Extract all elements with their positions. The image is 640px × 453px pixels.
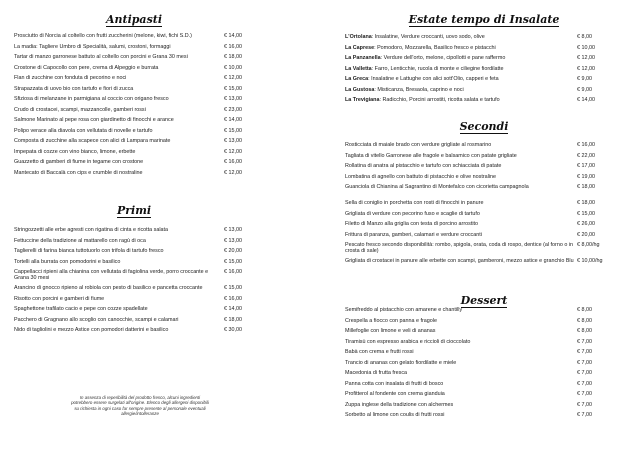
insalata-item — [345, 45, 623, 56]
insalata-item-name — [345, 66, 577, 72]
secondo-item-price: € 20,00 — [577, 231, 595, 238]
secondo-item-price: € 22,00 — [577, 152, 595, 159]
insalata-item-desc: : Farro, Lenticchie, rucola di monte e ciliegine fiordilatte — [371, 65, 504, 72]
dessert-item — [345, 402, 623, 413]
primi-item-name: Stringozzetti alle erbe agresti con rigatina di cinta e ricotta salata — [14, 227, 169, 233]
antipasti-item — [14, 33, 254, 44]
dessert-item — [345, 412, 623, 423]
insalata-item-price: € 14,00 — [577, 97, 595, 103]
dessert-item-price: € 8,00 — [577, 307, 592, 313]
primi-item — [14, 269, 254, 285]
dessert-item-name: Macedonia di frutta fresca — [345, 370, 408, 376]
secondo-item — [345, 163, 623, 174]
primi-item — [14, 306, 254, 317]
secondo-item-name: Grigliata di crostacei in panure alle erbette con scampi, gamberoni, mezzo astice e granchio Blu — [345, 258, 574, 264]
insalata-item-label: La Gustosa — [345, 86, 375, 93]
dessert-item — [345, 360, 623, 371]
secondo-item-price: € 18,00 — [577, 184, 595, 190]
antipasti-title: Antipasti — [105, 13, 163, 26]
dessert-item-name: Trancio di ananas con gelato fiordilatte e miele — [345, 359, 457, 366]
antipasti-item-name: Strapazzata di uovo bio con tartufo e fiori di zucca — [14, 85, 134, 92]
insalata-item — [345, 76, 623, 87]
allergen-note: In assenza di reperibilità del prodotto fresco, alcuni ingredienti potrebbero essere surgelati all'origine. Elenco degli allergeni disponibili su richiesta in ogni caso far sempre presente al personale eventuali allergie/intolleranze — [71, 395, 209, 417]
insalata-item — [345, 66, 623, 77]
insalata-item-price: € 9,00 — [577, 76, 592, 82]
insalata-item-desc: : Verdure dell'orto, melone, cipollotti e pane raffermo — [380, 55, 506, 61]
dessert-item-name: Crespella a fiocco con panna e fragole — [345, 317, 437, 324]
antipasti-item-name: Salmone Marinato al pepe rosa con giardinetto di finocchi e arance — [14, 117, 174, 123]
antipasti-item-price: € 14,00 — [224, 117, 242, 123]
dessert-item-name: Tiramisù con espresso arabica e riccioli di cioccolato — [345, 338, 471, 345]
insalata-item-name — [345, 55, 577, 61]
antipasti-item-price: € 12,00 — [224, 148, 242, 155]
antipasti-item — [14, 149, 254, 160]
primi-item-name: Cappellacci ripieni alla chianina con vellutata di fagiolina verde, porro croccante e Grana 30 mesi — [14, 269, 209, 281]
insalate-list — [345, 34, 623, 108]
dessert-title: Dessert — [460, 294, 508, 307]
dessert-list — [345, 307, 623, 423]
secondo-item-name: Lombatina di agnello con battuto di pistacchio e olive nostraline — [345, 173, 497, 180]
insalata-item-desc: : Insalatine e Lattughe con alici sott'Olio, capperi e feta — [368, 76, 499, 82]
primi-item-price: € 30,00 — [224, 327, 242, 333]
primi-item-price: € 16,00 — [224, 269, 242, 275]
secondo-item-name: Guanciola di Chianina al Sagrantino di Montefalco con cicorietta campagnola — [345, 184, 529, 190]
secondo-item — [345, 200, 623, 211]
insalata-item-desc: : Pomodoro, Mozzarella, Basilico fresco e pistacchi — [374, 44, 496, 51]
secondo-item — [345, 142, 623, 153]
secondo-item-price: € 19,00 — [577, 173, 595, 180]
primi-item-name: Arancino di gnocco ripieno al robiola con pesto di basilico e pancetta croccante — [14, 285, 203, 291]
secondo-item — [345, 258, 623, 274]
dessert-item-price: € 7,00 — [577, 349, 592, 355]
insalata-item-label: La Panzanella — [345, 55, 381, 61]
insalata-item-price: € 12,00 — [577, 65, 595, 72]
antipasti-item-name: Mantecato di Baccalà con cips e crumble di nostraline — [14, 169, 143, 176]
antipasti-item-name: Sfiziosa di melanzane in parmigiana al coccio con origano fresco — [14, 96, 169, 102]
antipasti-item-name: Flan di zucchine con fonduta di pecorino e noci — [14, 75, 127, 81]
antipasti-item-price: € 15,00 — [224, 127, 242, 134]
dessert-item — [345, 391, 623, 402]
secondi-title: Secondi — [459, 120, 509, 133]
antipasti-item-name: Crudo di crostacei, scampi, mazzancolle, gamberi rossi — [14, 106, 146, 113]
secondo-item-price: € 18,00 — [577, 200, 595, 206]
secondo-item — [345, 211, 623, 222]
secondo-item-price: € 15,00 — [577, 210, 595, 217]
antipasti-item-name: Tartar di manzo garronese battuto al coltello con porcini e Grana 30 mesi — [14, 54, 188, 60]
dessert-item-price: € 7,00 — [577, 359, 592, 366]
secondo-item — [345, 221, 623, 232]
dessert-item-name: Zuppa inglese della tradizione con alchermes — [345, 401, 454, 408]
primi-item-price: € 14,00 — [224, 306, 242, 312]
dessert-item-name: Panna cotta con insalata di frutti di bosco — [345, 380, 444, 387]
secondo-item-price: € 26,00 — [577, 221, 595, 227]
antipasti-item-price: € 13,00 — [224, 138, 242, 144]
insalata-item-name — [345, 34, 577, 40]
primi-item-price: € 16,00 — [224, 295, 242, 302]
primi-item-price: € 13,00 — [224, 237, 242, 244]
antipasti-item — [14, 128, 254, 139]
dessert-item-name: Profitterol al fondente con crema gianduia — [345, 391, 445, 397]
dessert-item-name: Babà con crema e frutti rossi — [345, 349, 414, 355]
secondo-item-price: € 8,00/hg — [577, 242, 600, 248]
dessert-item — [345, 339, 623, 350]
insalata-item-desc: : Misticanza, Bresaola, caprino e noci — [374, 86, 464, 93]
primi-item — [14, 317, 254, 328]
dessert-item-price: € 7,00 — [577, 338, 592, 345]
primi-title: Primi — [116, 204, 152, 217]
insalata-item — [345, 97, 623, 108]
insalata-item-desc: : Radicchio, Porcini arrostiti, ricotta salata e tartufo — [379, 97, 500, 103]
insalata-item — [345, 34, 623, 45]
antipasti-item-price: € 16,00 — [224, 159, 242, 165]
secondo-item — [345, 232, 623, 243]
antipasti-item-name: La madia: Tagliere Umbro di Specialità, salumi, crostoni, formaggi — [14, 43, 171, 50]
secondo-item-name: Tagliata di vitello Garronese alle fragole e balsamico con patate grigliate — [345, 152, 517, 159]
dessert-item-price: € 7,00 — [577, 380, 592, 387]
antipasti-item — [14, 44, 254, 55]
insalata-item — [345, 55, 623, 66]
insalata-item-price: € 10,00 — [577, 44, 595, 51]
insalata-item — [345, 87, 623, 98]
dessert-item — [345, 328, 623, 339]
insalata-item-price: € 8,00 — [577, 34, 592, 40]
secondo-item — [345, 242, 623, 258]
primi-item — [14, 248, 254, 259]
secondo-item-name: Rosticciata di maiale brado con verdure grigliate al rosmarino — [345, 142, 492, 148]
antipasti-item-price: € 18,00 — [224, 54, 242, 60]
primi-item — [14, 327, 254, 338]
primi-item-name: Pacchero di Gragnano allo scoglio con canocchie, scampi e calamari — [14, 316, 179, 323]
secondo-item — [345, 184, 623, 200]
dessert-item — [345, 349, 623, 360]
insalata-item-name — [345, 87, 577, 93]
insalata-item-price: € 9,00 — [577, 86, 592, 93]
primi-item-price: € 15,00 — [224, 258, 242, 265]
primi-item-name: Taglierelli di farina bianca tuttotuorlo con trifola di tartufo fresco — [14, 248, 164, 254]
antipasti-item-name: Crostone di Capocollo con pere, crema di Alpeggio e burrata — [14, 64, 159, 71]
dessert-item-name: Sorbetto al limone con coulis di frutti rossi — [345, 412, 445, 418]
dessert-item-price: € 7,00 — [577, 412, 592, 418]
antipasti-item-price: € 10,00 — [224, 64, 242, 71]
secondo-item — [345, 153, 623, 164]
primi-item-name: Fettuccine della tradizione al mattarello con ragù di oca — [14, 237, 146, 244]
primi-item — [14, 227, 254, 238]
dessert-item — [345, 381, 623, 392]
secondo-item-name: Filetto di Manzo alla griglia con testa di porcino arrostito — [345, 221, 479, 227]
primi-item-price: € 13,00 — [224, 227, 242, 233]
antipasti-item-name: Guazzetto di gamberi di fiume in tegame con crostone — [14, 159, 144, 165]
antipasti-item — [14, 138, 254, 149]
antipasti-item — [14, 75, 254, 86]
antipasti-item-name: Composta di zucchine alla scapece con alici di Lampara marinate — [14, 138, 171, 144]
dessert-item-price: € 8,00 — [577, 328, 592, 334]
dessert-item-price: € 8,00 — [577, 317, 592, 324]
antipasti-item-price: € 16,00 — [224, 43, 242, 50]
antipasti-item — [14, 170, 254, 181]
antipasti-item — [14, 96, 254, 107]
antipasti-item — [14, 107, 254, 118]
primi-list — [14, 227, 254, 338]
secondo-item-price: € 17,00 — [577, 163, 595, 169]
dessert-item-name: Millefoglie con limone e veli di ananas — [345, 328, 436, 334]
antipasti-item-price: € 15,00 — [224, 85, 242, 92]
dessert-item-name: Semifreddo al pistacchio con amarene e chantilly — [345, 307, 463, 313]
antipasti-item — [14, 54, 254, 65]
antipasti-item — [14, 117, 254, 128]
insalata-item-desc: : Insalatine, Verdure croccanti, uovo sodo, olive — [371, 34, 485, 40]
insalata-item-label: La Valletta — [345, 65, 372, 72]
antipasti-item-price: € 12,00 — [224, 75, 242, 81]
primi-item — [14, 238, 254, 249]
secondo-item — [345, 174, 623, 185]
primi-item — [14, 285, 254, 296]
primi-item-price: € 20,00 — [224, 248, 242, 254]
primi-item-name: Risotto con porcini e gamberi di fiume — [14, 295, 105, 302]
antipasti-item — [14, 86, 254, 97]
insalata-item-name — [345, 76, 577, 82]
insalata-item-label: L'Ortolana — [345, 34, 372, 40]
insalata-item-name — [345, 45, 577, 51]
insalata-item-name — [345, 97, 577, 103]
dessert-item — [345, 318, 623, 329]
secondo-item-name: Rollatina di anatra al pistacchio e tartufo con schiacciata di patate — [345, 163, 502, 169]
secondo-item-name: Grigliata di verdure con pecorino fuso e scaglie di tartufo — [345, 210, 480, 217]
insalata-item-label: La Greca — [345, 76, 369, 82]
dessert-item — [345, 307, 623, 318]
antipasti-item — [14, 65, 254, 76]
dessert-item-price: € 7,00 — [577, 370, 592, 376]
antipasti-item-name: Impepata di cozze con vino bianco, limone, erbette — [14, 148, 136, 155]
secondi-list — [345, 142, 623, 274]
primi-item — [14, 259, 254, 270]
antipasti-item-name: Prosciutto di Norcia al coltello con frutti zuccherini (melone, kiwi, fichi S.D.) — [14, 33, 192, 39]
secondo-item-price: € 16,00 — [577, 142, 595, 148]
secondo-item-name: Pescato fresco secondo disponibilità: rombo, spigola, orata, coda di rospo, dentice (al forno o in crosta di sale) — [345, 242, 574, 254]
primi-item — [14, 296, 254, 307]
dessert-item — [345, 370, 623, 381]
dessert-item-price: € 7,00 — [577, 401, 592, 408]
antipasti-item — [14, 159, 254, 170]
insalata-item-price: € 12,00 — [577, 55, 595, 61]
primi-item-price: € 15,00 — [224, 285, 242, 291]
dessert-item-price: € 7,00 — [577, 391, 592, 397]
primi-item-name: Tortelli alla burrata con pomodorini e basilico — [14, 258, 121, 265]
primi-item-price: € 18,00 — [224, 316, 242, 323]
antipasti-item-name: Polipo verace alla diavola con vellutata di novelle e tartufo — [14, 127, 153, 134]
antipasti-item-price: € 14,00 — [224, 33, 242, 39]
antipasti-item-price: € 23,00 — [224, 106, 242, 113]
antipasti-item-price: € 12,00 — [224, 169, 242, 176]
insalata-item-label: La Trevigiana — [345, 97, 380, 103]
secondo-item-name: Frittura di paranza, gamberi, calamari e verdure croccanti — [345, 231, 482, 238]
primi-item-name: Spaghettone trafilato cacio e pepe con cozze spadellate — [14, 306, 148, 312]
insalata-item-label: La Caprese — [345, 44, 375, 51]
insalate-title: Estate tempo di Insalate — [408, 13, 560, 26]
primi-item-name: Nido di tagliolini e mezzo Astice con pomodori datterini e basilico — [14, 327, 169, 333]
antipasti-list — [14, 33, 254, 180]
secondo-item-name: Sella di coniglio in porchetta con rosti di finocchi in panure — [345, 200, 484, 206]
secondo-item-price: € 10,00/hg — [577, 258, 603, 264]
antipasti-item-price: € 13,00 — [224, 96, 242, 102]
